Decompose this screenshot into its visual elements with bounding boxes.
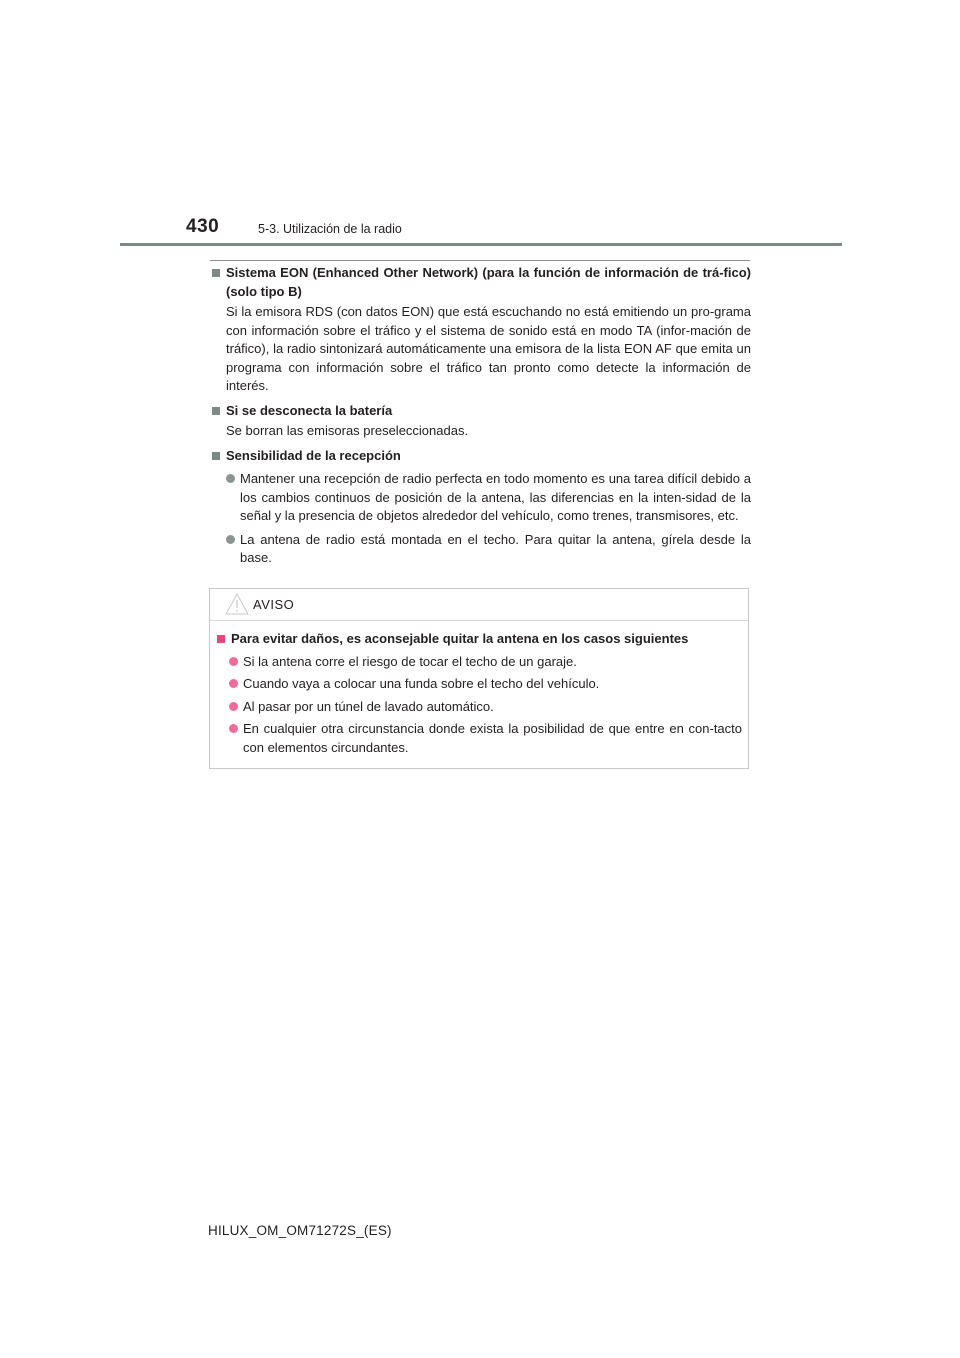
- round-bullet-icon: [229, 657, 238, 666]
- section-battery: [210, 402, 751, 441]
- section-body: Si la emisora RDS (con datos EON) que está escuchando no está emitiendo un pro-grama con información sobre el tráfico y el sistema de sonido está en modo TA (infor-mación de tráfico), la radio sintonizará automáticamente una emisora de la lista EON AF que emita un programa con información sobre el tráfico tan pronto como detecte la información de interés.: [226, 304, 751, 393]
- round-bullet-icon: [229, 702, 238, 711]
- section-reception: [210, 447, 751, 568]
- section-heading: Sistema EON (Enhanced Other Network) (para la función de información de trá-fico) (solo tipo B): [226, 265, 751, 299]
- aviso-header: [210, 589, 748, 621]
- content-top-rule: [210, 260, 750, 261]
- list-item: En cualquier otra circunstancia donde exista la posibilidad de que entre en con-tacto con elementos circundantes.: [229, 720, 742, 757]
- round-bullet-icon: [229, 679, 238, 688]
- round-bullet-icon: [229, 724, 238, 733]
- aviso-box: [209, 588, 749, 769]
- square-bullet-icon: [212, 407, 220, 415]
- list-item: La antena de radio está montada en el techo. Para quitar la antena, gírela desde la base.: [226, 531, 751, 568]
- page-number: 430: [186, 216, 220, 237]
- aviso-label: AVISO: [253, 597, 295, 612]
- header-rule: [120, 243, 842, 246]
- square-bullet-icon: [212, 452, 220, 460]
- aviso-heading: Para evitar daños, es aconsejable quitar la antena en los casos siguientes: [231, 631, 689, 646]
- round-bullet-icon: [226, 474, 235, 483]
- footer-doc-code: HILUX_OM_OM71272S_(ES): [208, 1223, 392, 1238]
- square-bullet-icon: [212, 269, 220, 277]
- list-item: Cuando vaya a colocar una funda sobre el techo del vehículo.: [229, 675, 742, 694]
- section-eon: [210, 264, 751, 396]
- section-heading: Si se desconecta la batería: [226, 402, 393, 418]
- aviso-body: [210, 621, 748, 757]
- section-body: Se borran las emisoras preseleccionadas.: [226, 423, 469, 438]
- section-heading: Sensibilidad de la recepción: [226, 447, 401, 463]
- list-item: Mantener una recepción de radio perfecta en todo momento es una tarea difícil debido a los cambios continuos de posición de la antena, las diferencias en la inten-sidad de la señal y la presencia de objetos alrededor del vehículo, como trenes, transmisores, etc.: [226, 470, 751, 526]
- round-bullet-icon: [226, 535, 235, 544]
- warning-triangle-icon: [225, 592, 249, 616]
- square-bullet-icon: [217, 635, 225, 643]
- section-title: 5-3. Utilización de la radio: [258, 222, 402, 236]
- main-content: [210, 264, 751, 574]
- list-item: Si la antena corre el riesgo de tocar el techo de un garaje.: [229, 653, 742, 672]
- list-item: Al pasar por un túnel de lavado automático.: [229, 698, 742, 717]
